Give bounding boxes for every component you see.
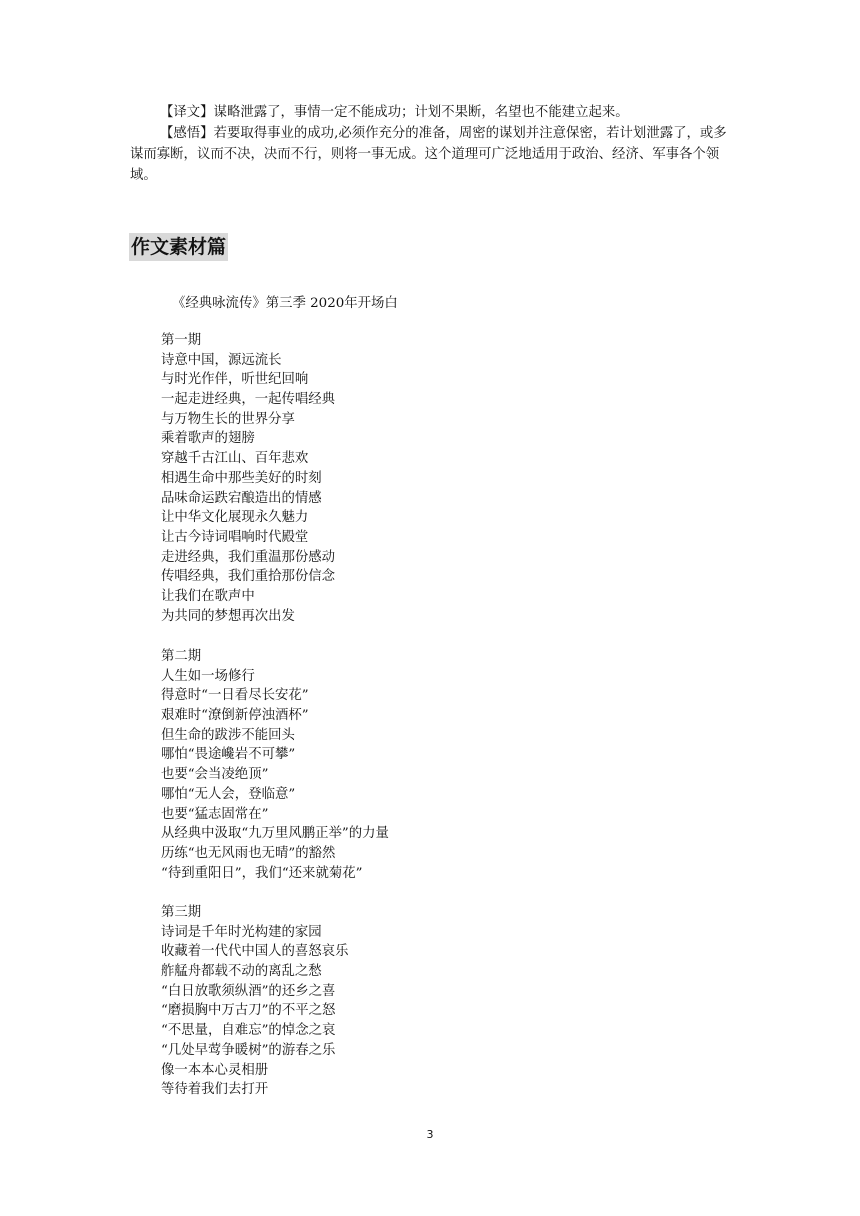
poem-line: 诗词是千年时光构建的家园 [161, 924, 322, 940]
poem-line: “不思量，自难忘”的悼念之哀 [161, 1023, 336, 1039]
episode-2 [161, 647, 389, 883]
poem-line: 传唱经典，我们重拾那份信念 [161, 569, 336, 585]
poem-line: 与时光作伴，听世纪回响 [161, 372, 309, 388]
episode-title: 第三期 [161, 905, 202, 920]
poem-line: 但生命的跋涉不能回头 [161, 727, 295, 743]
poem-line: “白日放歌须纵酒”的还乡之喜 [161, 983, 336, 999]
poem-line: “磨损胸中万古刀”的不平之怒 [161, 1003, 336, 1019]
poem-line: 从经典中汲取“九万里风鹏正举”的力量 [161, 826, 389, 842]
poem-line: 哪怕“无人会，登临意” [161, 786, 296, 802]
section-heading: 作文素材篇 [129, 233, 228, 261]
episode-3 [161, 903, 348, 1100]
poem-line: “待到重阳日”，我们“还来就菊花” [161, 865, 363, 881]
poem-line: 历练“也无风雨也无晴”的豁然 [161, 845, 336, 861]
poem-line: 乘着歌声的翅膀 [161, 431, 255, 447]
page-number: 3 [426, 1128, 434, 1141]
poem-line: 让我们在歌声中 [161, 588, 255, 604]
poem-line: 与万物生长的世界分享 [161, 411, 295, 427]
poem-line: 品味命运跌宕酿造出的情感 [161, 490, 322, 506]
poem-line: 穿越千古江山、百年悲欢 [161, 451, 309, 467]
poem-line: 让古今诗词唱响时代殿堂 [161, 529, 309, 545]
section-subtitle: 《经典咏流传》第三季 2020年开场白 [172, 296, 398, 311]
poem-line: 为共同的梦想再次出发 [161, 608, 295, 624]
poem-line: “几处早莺争暖树”的游春之乐 [161, 1042, 336, 1058]
poem-line: 舴艋舟都载不动的离乱之愁 [161, 964, 322, 980]
poem-line: 人生如一场修行 [161, 668, 255, 684]
poem-line: 一起走进经典，一起传唱经典 [161, 392, 336, 408]
poem-line: 让中华文化展现永久魅力 [161, 510, 309, 526]
episode-title: 第二期 [161, 649, 202, 664]
insight-paragraph: 【感悟】若要取得事业的成功,必须作充分的准备，周密的谋划并注意保密，若计划泄露了，或多谋而寡断，议而不决，决而不行，则将一事无成。这个道理可广泛地适用于政治、经济、军事各个领域。 [130, 126, 727, 183]
poem-line: 等待着我们去打开 [161, 1082, 269, 1098]
poem-line: 相遇生命中那些美好的时刻 [161, 470, 322, 486]
poem-line: 也要“猛志固常在” [161, 806, 269, 822]
poem-line: 得意时“一日看尽长安花” [161, 688, 309, 704]
episode-title: 第一期 [161, 333, 202, 348]
poem-line: 走进经典，我们重温那份感动 [161, 549, 336, 565]
poem-line: 哪怕“畏途巉岩不可攀” [161, 747, 296, 763]
poem-line: 像一本本心灵相册 [161, 1062, 269, 1078]
episode-1 [161, 331, 335, 626]
translation-paragraph: 【译文】谋略泄露了，事情一定不能成功；计划不果断，名望也不能建立起来。 [160, 105, 629, 120]
poem-line: 诗意中国，源远流长 [161, 352, 282, 368]
poem-line: 艰难时“潦倒新停浊酒杯” [161, 708, 309, 724]
poem-line: 收藏着一代代中国人的喜怒哀乐 [161, 944, 349, 960]
poem-line: 也要“会当凌绝顶” [161, 767, 269, 783]
